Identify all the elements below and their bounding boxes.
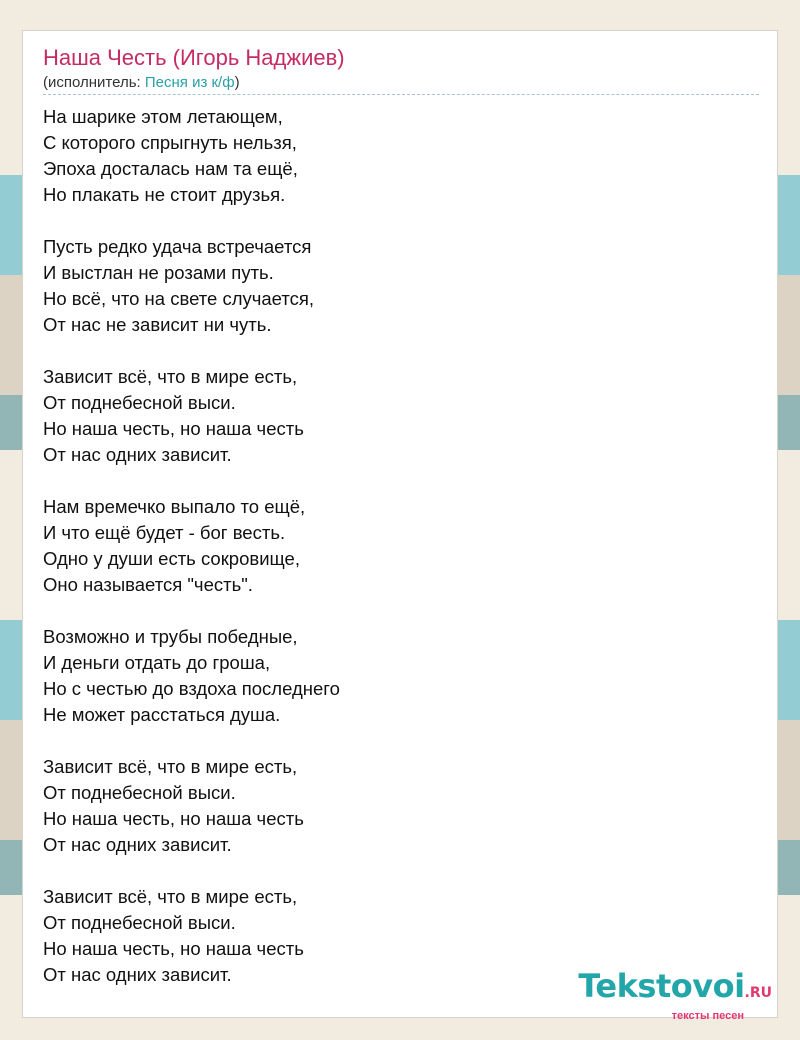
lyrics-line: Пусть редко удача встречается [43, 236, 312, 257]
lyrics-stanza [43, 364, 743, 468]
lyrics-line: От нас одних зависит. [43, 834, 232, 855]
logo-wordmark [578, 969, 772, 1010]
lyrics-line: От поднебесной выси. [43, 782, 236, 803]
lyrics-stanza [43, 624, 743, 728]
performer-link[interactable]: Песня из к/ф [144, 74, 235, 91]
performer-line [43, 73, 240, 93]
performer-suffix: ) [234, 74, 240, 91]
lyrics-line: Зависит всё, что в мире есть, [43, 886, 298, 907]
lyrics-text [43, 104, 743, 1014]
lyrics-line: От поднебесной выси. [43, 392, 236, 413]
title-divider [43, 94, 759, 95]
lyrics-line: Но наша честь, но наша честь [43, 808, 304, 829]
lyrics-line: Зависит всё, что в мире есть, [43, 366, 298, 387]
lyrics-line: И что ещё будет - бог весть. [43, 522, 286, 543]
lyrics-line: От нас одних зависит. [43, 444, 232, 465]
logo-tagline: тексты песен [671, 1010, 744, 1022]
lyrics-line: От поднебесной выси. [43, 912, 236, 933]
song-title: Наша Честь (Игорь Наджиев) [43, 45, 345, 70]
lyrics-line: С которого спрыгнуть нельзя, [43, 132, 297, 153]
lyrics-card [22, 30, 778, 1018]
lyrics-line: Одно у души есть сокровище, [43, 548, 300, 569]
lyrics-line: От нас не зависит ни чуть. [43, 314, 272, 335]
site-logo[interactable] [578, 969, 772, 1022]
lyrics-line: Эпоха досталась нам та ещё, [43, 158, 298, 179]
lyrics-line: Зависит всё, что в мире есть, [43, 756, 298, 777]
lyrics-line: Но с честью до вздоха последнего [43, 678, 340, 699]
lyrics-line: И деньги отдать до гроша, [43, 652, 271, 673]
lyrics-line: Но всё, что на свете случается, [43, 288, 315, 309]
lyrics-stanza [43, 104, 743, 208]
lyrics-line: Оно называется "честь". [43, 574, 253, 595]
lyrics-line: На шарике этом летающем, [43, 106, 283, 127]
lyrics-stanza [43, 234, 743, 338]
lyrics-line: Но наша честь, но наша честь [43, 418, 304, 439]
performer-prefix: (исполнитель: [43, 74, 145, 91]
lyrics-line: Возможно и трубы победные, [43, 626, 298, 647]
lyrics-line: Но наша честь, но наша честь [43, 938, 304, 959]
logo-name: Tekstovoi [578, 967, 745, 1005]
lyrics-stanza [43, 494, 743, 598]
lyrics-line: От нас одних зависит. [43, 964, 232, 985]
lyrics-stanza [43, 754, 743, 858]
logo-tld: .RU [744, 985, 772, 1001]
lyrics-line: Не может расстаться душа. [43, 704, 281, 725]
lyrics-line: Нам времечко выпало то ещё, [43, 496, 306, 517]
lyrics-line: Но плакать не стоит друзья. [43, 184, 286, 205]
lyrics-line: И выстлан не розами путь. [43, 262, 274, 283]
